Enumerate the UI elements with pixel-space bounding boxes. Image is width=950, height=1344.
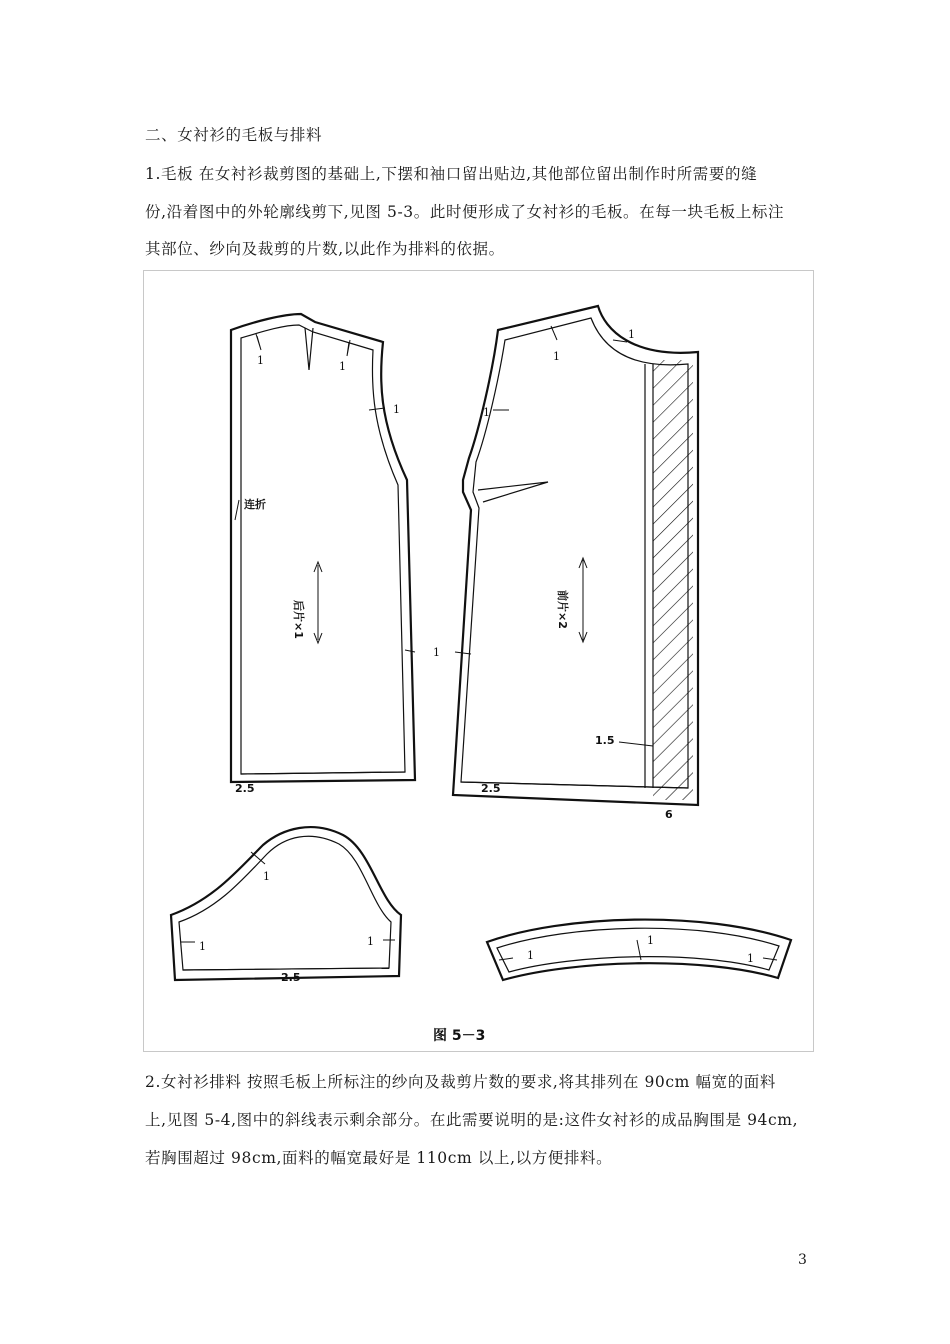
paragraph-2-line-1: 2.女衬衫排料 按照毛板上所标注的纱向及裁剪片数的要求,将其排列在 90cm 幅宽的面料 xyxy=(145,1073,777,1091)
sleeve-cap-seam-label: 1 xyxy=(263,870,270,883)
sleeve-right-seam-label: 1 xyxy=(367,935,374,948)
front-piece xyxy=(453,306,698,805)
pattern-figure xyxy=(143,270,814,1052)
front-facing-label: 1.5 xyxy=(595,734,615,747)
collar-center-seam-label: 1 xyxy=(647,934,654,947)
paragraph-2-line-3: 若胸围超过 98cm,面料的幅宽最好是 110cm 以上,以方便排料。 xyxy=(145,1149,613,1167)
sleeve-hem-label: 2.5 xyxy=(281,971,301,984)
back-hem-label: 2.5 xyxy=(235,782,255,795)
collar-left-seam-label: 1 xyxy=(527,949,534,962)
front-armhole-seam-label: 1 xyxy=(483,406,490,419)
back-piece xyxy=(231,314,415,782)
back-side-seam-label: 1 xyxy=(433,646,440,659)
sleeve-piece xyxy=(171,827,401,980)
figure-caption: 图 5－3 xyxy=(433,1028,486,1044)
back-neck-seam-label: 1 xyxy=(257,354,264,367)
front-hem-label: 2.5 xyxy=(481,782,501,795)
back-piece-label: 后片×1 xyxy=(292,600,305,639)
sleeve-left-seam-label: 1 xyxy=(199,940,206,953)
front-shoulder-seam-label: 1 xyxy=(553,350,560,363)
back-shoulder-seam-label: 1 xyxy=(339,360,346,373)
section-heading: 二、女衬衫的毛板与排料 xyxy=(145,126,323,144)
paragraph-2-line-2: 上,见图 5-4,图中的斜线表示剩余部分。在此需要说明的是:这件女衬衫的成品胸围是 94cm, xyxy=(145,1111,799,1129)
front-piece-label: 前片×2 xyxy=(556,590,569,629)
fold-label: 连折 xyxy=(244,498,266,511)
collar-right-seam-label: 1 xyxy=(747,952,754,965)
paragraph-1-line-3: 其部位、纱向及裁剪的片数,以此作为排料的依据。 xyxy=(145,240,505,258)
page-number: 3 xyxy=(798,1252,807,1268)
back-armhole-seam-label: 1 xyxy=(393,403,400,416)
paragraph-1-line-1: 1.毛板 在女衬衫裁剪图的基础上,下摆和袖口留出贴边,其他部位留出制作时所需要的缝 xyxy=(145,165,758,183)
front-neck-seam-label: 1 xyxy=(628,328,635,341)
paragraph-1-line-2: 份,沿着图中的外轮廓线剪下,见图 5-3。此时便形成了女衬衫的毛板。在每一块毛板上标注 xyxy=(145,203,785,221)
front-extension-label: 6 xyxy=(665,808,673,821)
